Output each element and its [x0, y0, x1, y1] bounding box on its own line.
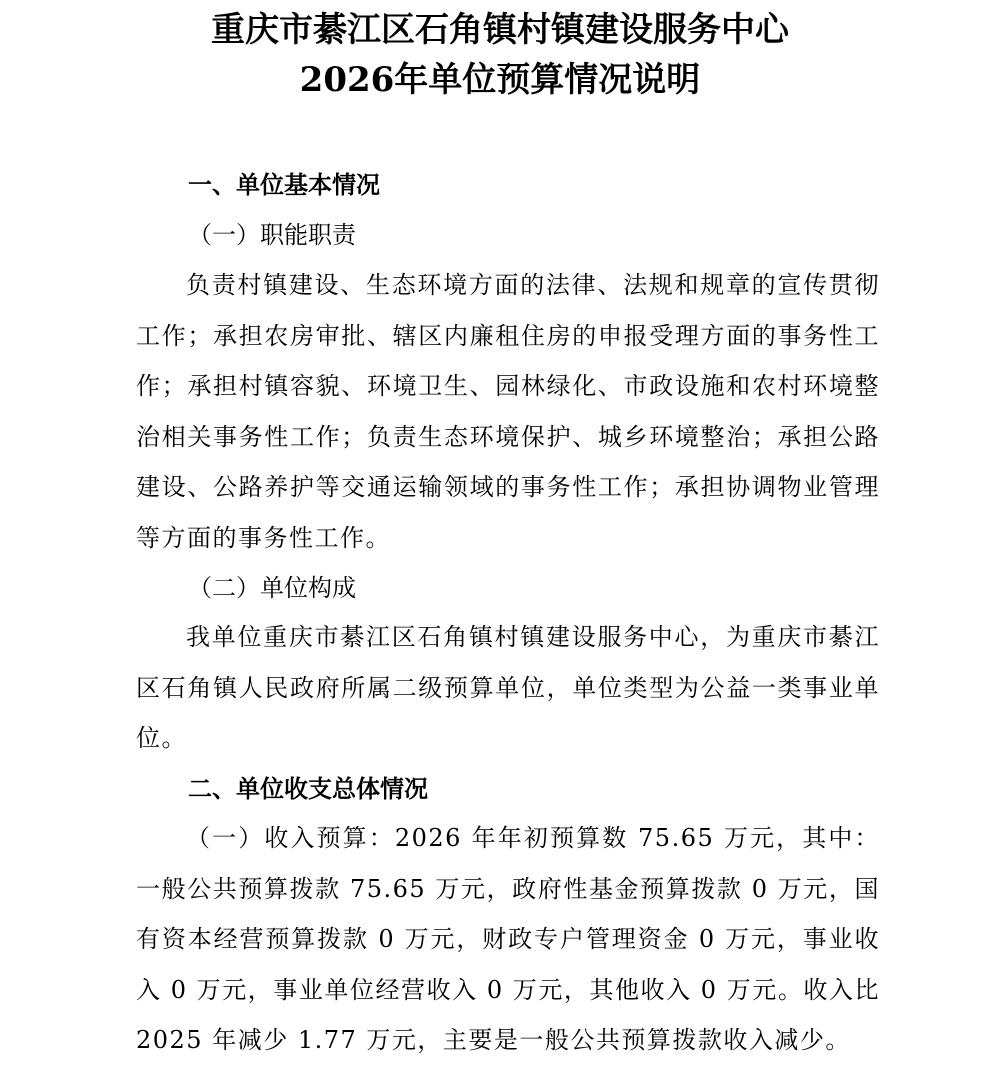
section-1-sub-1-body: 负责村镇建设、生态环境方面的法律、法规和规章的宣传贯彻工作；承担农房审批、辖区内廉租住房的申报受理方面的事务性工作；承担村镇容貌、环境卫生、园林绿化、市政设施和农村环境整治相关事务性工作；负责生态环境保护、城乡环境整治；承担公路建设、公路养护等交通运输领域的事务性工作；承担协调物业管理等方面的事务性工作。 [136, 271, 880, 552]
document-title-line-1: 重庆市綦江区石角镇村镇建设服务中心 [211, 10, 789, 50]
section-2-sub-1-body: （一）收入预算：2026 年年初预算数 75.65 万元，其中：一般公共预算拨款 75.65 万元，政府性基金预算拨款 0 万元，国有资本经营预算拨款 0 万元，财政专户管理资金 0 万元，事业收入 0 万元，事业单位经营收入 0 万元，其他收入 0 万元。收入比 2025 年减少 1.77 万元，主要是一般公共预算拨款收入减少。 [136, 824, 880, 1054]
section-1-sub-1-heading: （一）职能职责 [188, 221, 356, 249]
document-title-line-2: 2026年单位预算情况说明 [299, 60, 701, 100]
section-1-sub-2-heading: （二）单位构成 [188, 574, 356, 602]
section-1-heading: 一、单位基本情况 [188, 170, 380, 199]
section-2-heading: 二、单位收支总体情况 [188, 774, 428, 803]
section-1-sub-2-body: 我单位重庆市綦江区石角镇村镇建设服务中心，为重庆市綦江区石角镇人民政府所属二级预算单位，单位类型为公益一类事业单位。 [136, 623, 880, 752]
